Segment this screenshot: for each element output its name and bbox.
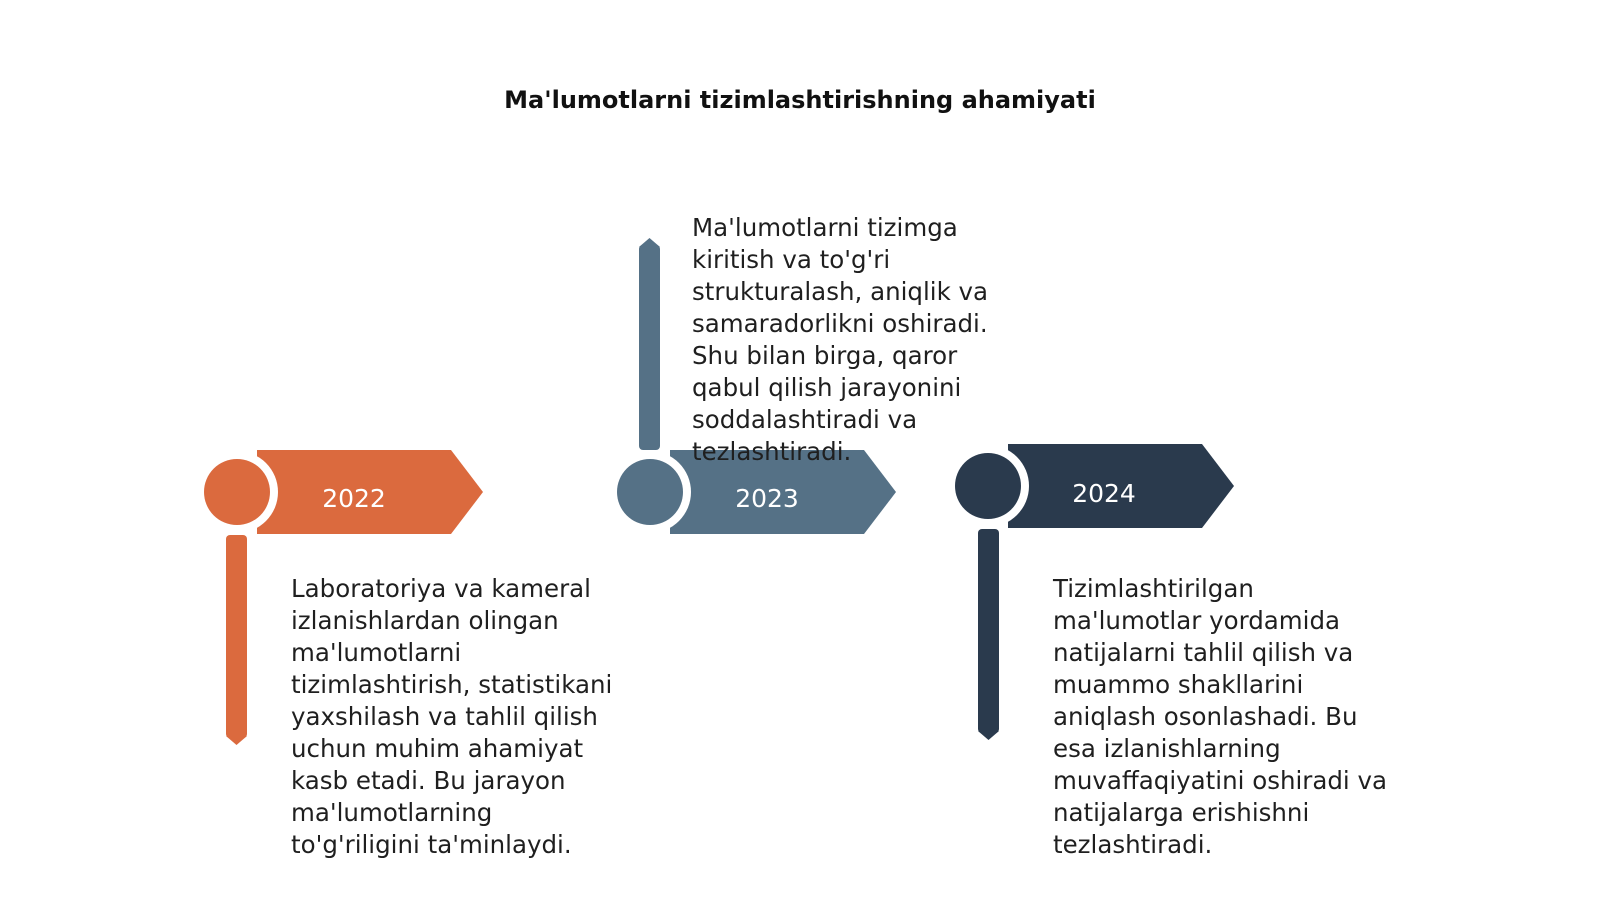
milestone-2024-stem-tip (978, 731, 999, 740)
milestone-2022-stem-tip (226, 736, 247, 745)
milestone-2024-description: Tizimlashtirilgan ma'lumotlar yordamida natijalarni tahlil qilish va muammo shakllarini aniqlash osonlashadi. Bu esa izlanishlarning muvaffaqiyatini oshiradi va natijalarga erishishni tezlashtiradi. (1053, 574, 1388, 859)
milestone-2024-stem (978, 529, 999, 733)
milestone-2022-year-label: 2022 (322, 484, 386, 513)
milestone-2023-dot (617, 459, 683, 525)
milestone-2023-stem (639, 245, 660, 450)
milestone-2023-stem-tip (639, 238, 660, 247)
milestone-2022-stem (226, 535, 247, 738)
milestone-2023-year-label: 2023 (735, 484, 799, 513)
milestone-2022-description: Laboratoriya va kameral izlanishlardan olingan ma'lumotlarni tizimlashtirish, statistikani yaxshilash va tahlil qilish uchun muhim ahamiyat kasb etadi. Bu jarayon ma'lumotlarning to'g'riligini ta'minlaydi. (291, 574, 613, 859)
milestone-2023-description: Ma'lumotlarni tizimga kiritish va to'g'ri strukturalash, aniqlik va samaradorlikni oshiradi. Shu bilan birga, qaror qabul qilish jarayonini soddalashtiradi va tezlashtiradi. (692, 213, 989, 466)
milestone-2024-year-label: 2024 (1072, 479, 1136, 508)
diagram-title: Ma'lumotlarni tizimlashtirishning ahamiyati (504, 86, 1096, 114)
milestone-2022-dot (204, 459, 270, 525)
